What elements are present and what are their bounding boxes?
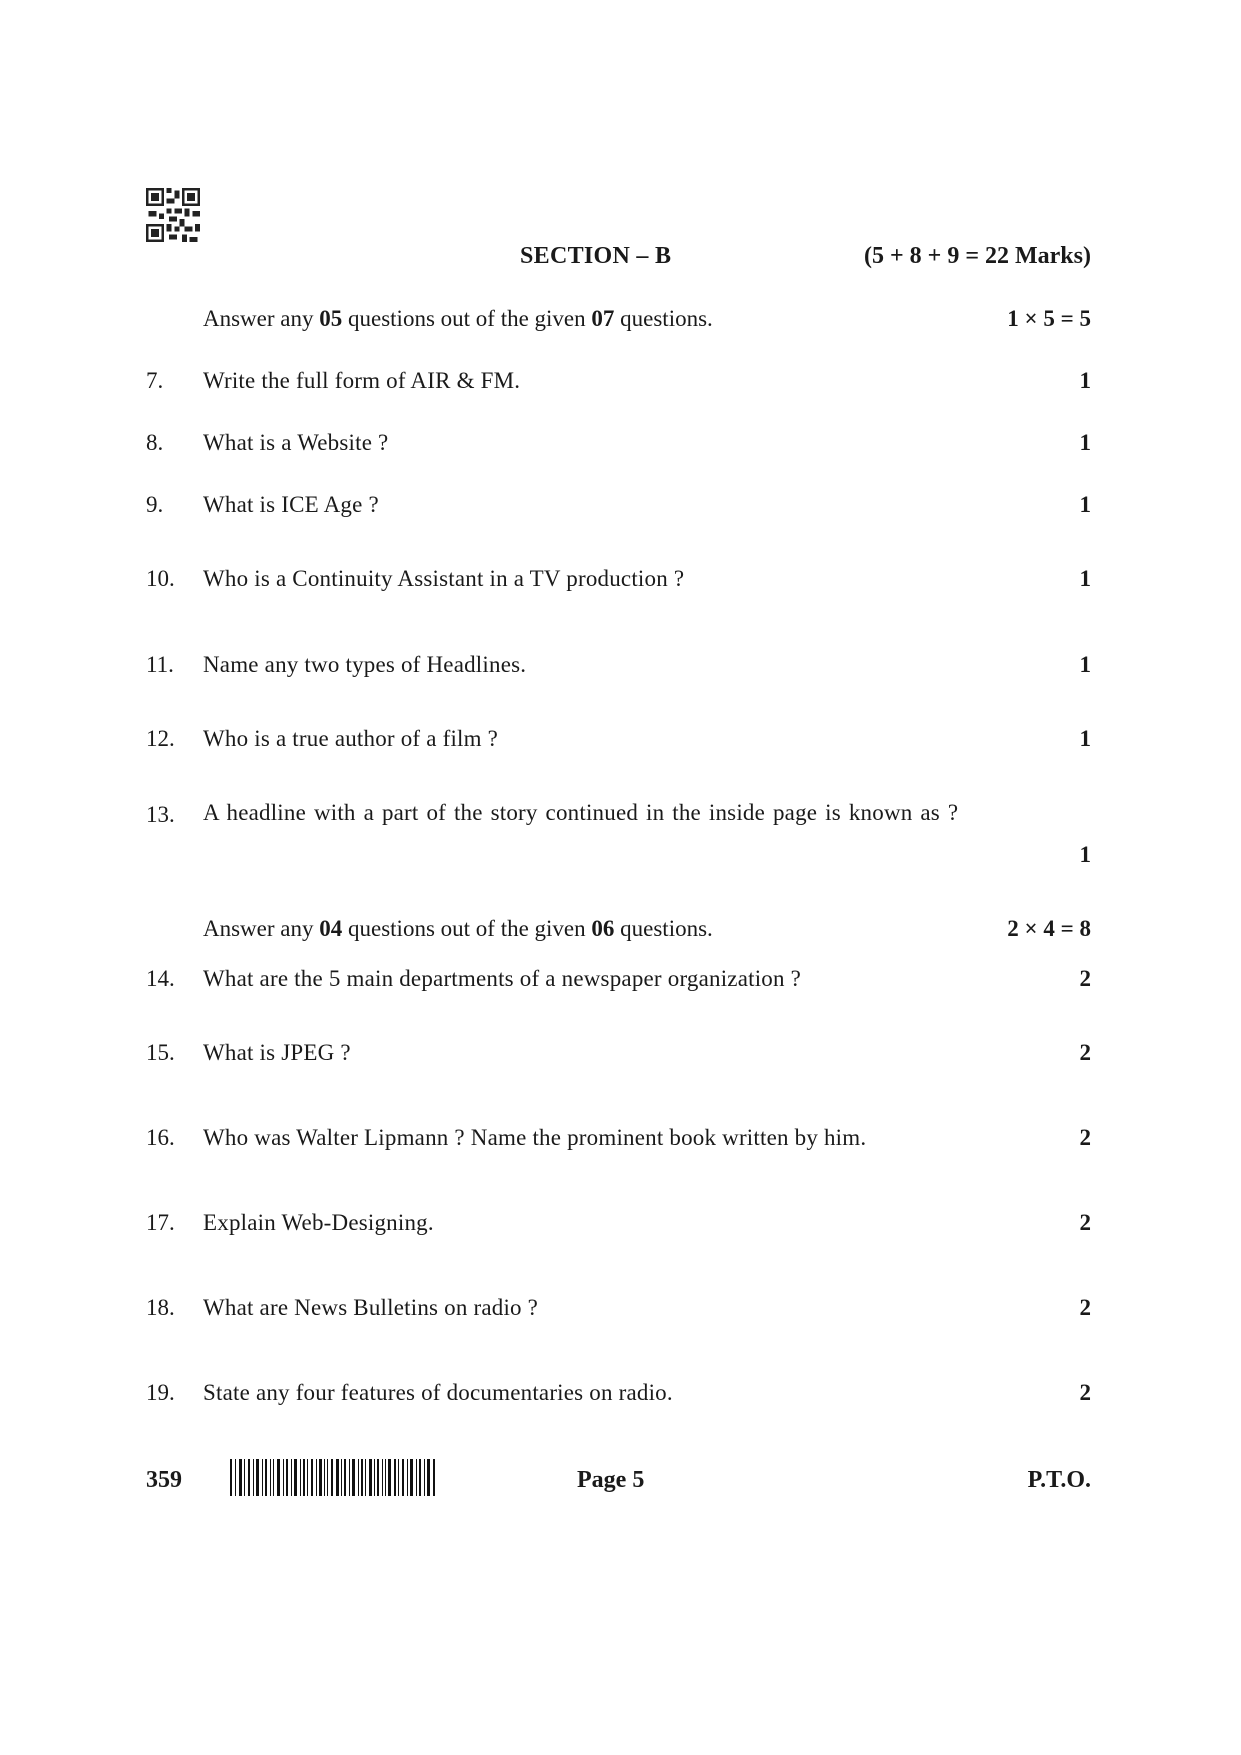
instruction-part2-marks: 2 × 4 = 8: [1007, 916, 1091, 941]
question-mark: 1: [1079, 652, 1091, 677]
page-number: Page 5: [577, 1467, 645, 1493]
question-text: A headline with a part of the story continued in the inside page is known as ?: [203, 800, 959, 825]
question-number: 15.: [146, 1040, 175, 1065]
question-number: 11.: [146, 652, 174, 677]
instruction-part1-marks: 1 × 5 = 5: [1007, 306, 1091, 331]
pto-label: P.T.O.: [1027, 1467, 1091, 1493]
question-number: 7.: [146, 368, 164, 393]
question-number: 14.: [146, 966, 175, 991]
question-text: What is ICE Age ?: [203, 492, 379, 517]
question-mark: 2: [1079, 1040, 1091, 1065]
question-mark: 2: [1079, 1295, 1091, 1320]
question-number: 12.: [146, 726, 175, 751]
instruction-part1: Answer any 05 questions out of the given 07 questions.: [203, 306, 713, 331]
question-text: Explain Web-Designing.: [203, 1210, 434, 1235]
paper-code: 359: [146, 1467, 182, 1493]
question-text: Who is a true author of a film ?: [203, 726, 499, 751]
question-number: 19.: [146, 1380, 175, 1405]
question-number: 9.: [146, 492, 164, 517]
question-text: What is a Website ?: [203, 430, 389, 455]
question-number: 8.: [146, 430, 164, 455]
question-text: Write the full form of AIR & FM.: [203, 368, 521, 393]
question-mark: 1: [1079, 726, 1091, 751]
question-number: 13.: [146, 802, 175, 827]
question-mark: 2: [1079, 966, 1091, 991]
question-mark: 1: [1079, 492, 1091, 517]
question-mark: 2: [1079, 1210, 1091, 1235]
question-mark: 2: [1079, 1380, 1091, 1405]
question-mark: 1: [1079, 368, 1091, 393]
question-text: What are the 5 main departments of a newspaper organization ?: [203, 966, 802, 991]
question-number: 16.: [146, 1125, 175, 1150]
question-text: What is JPEG ?: [203, 1040, 351, 1065]
section-marks: (5 + 8 + 9 = 22 Marks): [863, 243, 1091, 269]
question-number: 18.: [146, 1295, 175, 1320]
question-text: Name any two types of Headlines.: [203, 652, 527, 677]
question-number: 10.: [146, 566, 175, 591]
question-number: 17.: [146, 1210, 175, 1235]
question-mark: 1: [1079, 430, 1091, 455]
question-mark: 1: [1079, 842, 1091, 867]
question-mark: 1: [1079, 566, 1091, 591]
question-text: What are News Bulletins on radio ?: [203, 1295, 539, 1320]
question-mark: 2: [1079, 1125, 1091, 1150]
barcode-icon: [230, 1459, 435, 1496]
instruction-part2: Answer any 04 questions out of the given 06 questions.: [203, 916, 713, 941]
section-title: SECTION – B: [520, 243, 672, 269]
question-text: State any four features of documentaries on radio.: [203, 1380, 673, 1405]
question-text: Who is a Continuity Assistant in a TV production ?: [203, 566, 685, 591]
qr-code-icon: [145, 188, 201, 242]
question-text: Who was Walter Lipmann ? Name the prominent book written by him.: [203, 1125, 867, 1150]
